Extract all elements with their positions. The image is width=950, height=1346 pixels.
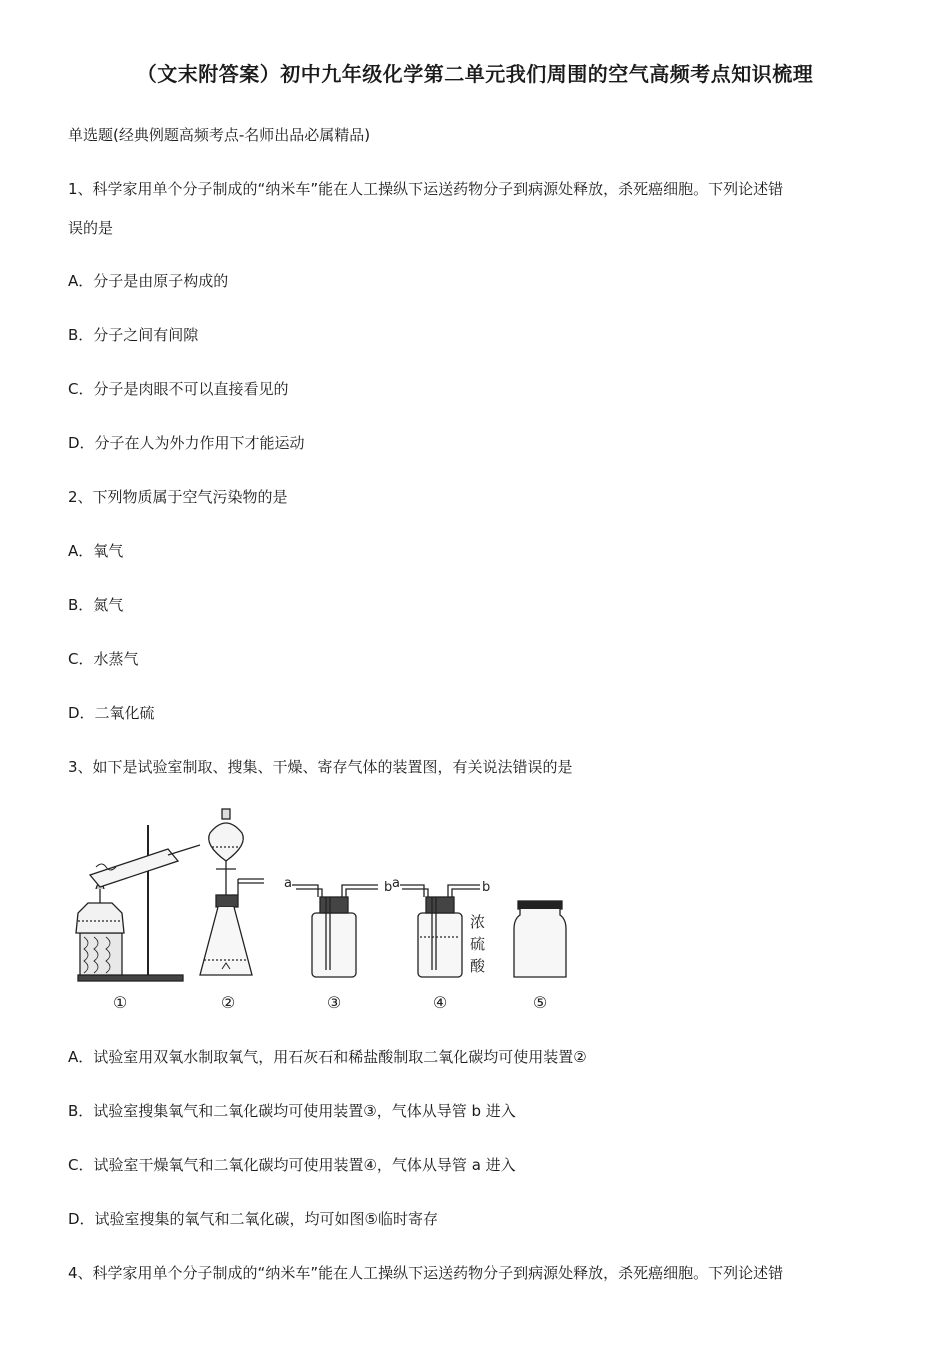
apparatus-3-bottle xyxy=(292,885,378,977)
apparatus-label-3: ③ xyxy=(326,993,342,1012)
question-2-option-a: A．氧气 xyxy=(68,542,124,560)
document-title: （文末附答案）初中九年级化学第二单元我们周围的空气高频考点知识梳理 xyxy=(136,62,814,86)
acid-label-char-2: 硫 xyxy=(470,935,486,953)
apparatus-4-bottle-acid xyxy=(400,885,480,977)
apparatus-4-tube-b-label: b xyxy=(482,880,491,895)
question-2-option-d: D．二氧化硫 xyxy=(68,704,155,722)
question-1-option-a: A．分子是由原子构成的 xyxy=(68,272,229,290)
section-heading: 单选题(经典例题高频考点-名师出品必属精品) xyxy=(68,126,371,144)
question-1-option-b: B．分子之间有间隙 xyxy=(68,326,199,344)
question-3-option-a: A．试验室用双氧水制取氧气，用石灰石和稀盐酸制取二氧化碳均可使用装置② xyxy=(68,1048,587,1066)
apparatus-4-tube-a-label: a xyxy=(392,876,400,891)
question-3-stem: 3、如下是试验室制取、搜集、干燥、寄存气体的装置图，有关说法错误的是 xyxy=(68,758,573,776)
apparatus-5-gas-jar xyxy=(514,901,566,977)
apparatus-figure xyxy=(60,805,580,1020)
question-2-stem: 2、下列物质属于空气污染物的是 xyxy=(68,488,288,506)
apparatus-3-tube-b-label: b xyxy=(384,880,393,895)
question-2-option-b: B．氮气 xyxy=(68,596,124,614)
question-3-option-d: D．试验室搜集的氧气和二氧化碳，均可如图⑤临时寄存 xyxy=(68,1210,438,1228)
question-2-option-c: C．水蒸气 xyxy=(68,650,139,668)
apparatus-3-tube-a-label: a xyxy=(284,876,292,891)
question-1-option-d: D．分子在人为外力作用下才能运动 xyxy=(68,434,305,452)
acid-label-char-3: 酸 xyxy=(470,957,486,975)
apparatus-label-2: ② xyxy=(220,993,236,1012)
apparatus-label-4: ④ xyxy=(432,993,448,1012)
apparatus-label-5: ⑤ xyxy=(532,993,548,1012)
question-1-stem-line2: 误的是 xyxy=(68,219,114,237)
apparatus-1-heating-setup xyxy=(76,825,200,981)
acid-label-char-1: 浓 xyxy=(470,913,486,931)
question-4-stem-line1: 4、科学家用单个分子制成的“纳米车”能在人工操纵下运送药物分子到病源处释放，杀死癌细胞。下列论述错 xyxy=(68,1264,784,1282)
question-1-option-c: C．分子是肉眼不可以直接看见的 xyxy=(68,380,289,398)
apparatus-label-1: ① xyxy=(112,993,128,1012)
question-3-option-c: C．试验室干燥氧气和二氧化碳均可使用装置④，气体从导管 a 进入 xyxy=(68,1156,516,1174)
apparatus-2-flask xyxy=(200,809,264,975)
question-1-stem-line1: 1、科学家用单个分子制成的“纳米车”能在人工操纵下运送药物分子到病源处释放，杀死癌细胞。下列论述错 xyxy=(68,180,784,198)
question-3-option-b: B．试验室搜集氧气和二氧化碳均可使用装置③，气体从导管 b 进入 xyxy=(68,1102,516,1120)
